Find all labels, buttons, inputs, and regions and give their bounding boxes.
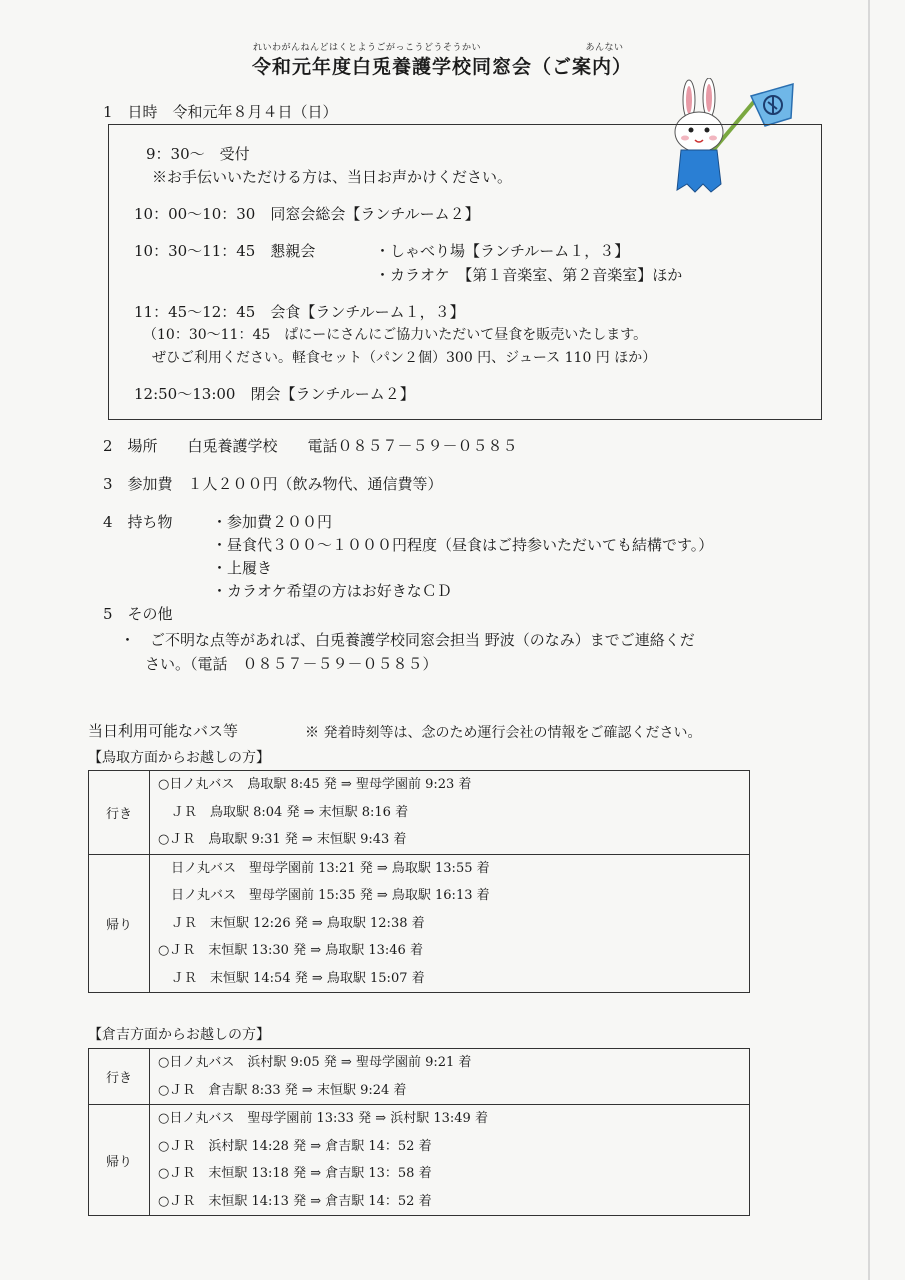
page-title: 令和元年度白兎養護学校同窓会（ご案内） xyxy=(252,56,633,78)
route-line: ○日ノ丸バス 鳥取駅 8:45 発 ⇒ 聖母学園前 9:23 着 xyxy=(158,777,472,792)
section4-item: ・カラオケ希望の方はお好きなＣＤ xyxy=(212,582,452,600)
route-line: ○ＪＲ 末恒駅 13:30 発 ⇒ 鳥取駅 13:46 着 xyxy=(158,943,423,958)
schedule-social: 10：30〜11：45 懇親会 xyxy=(134,242,316,260)
page-edge xyxy=(868,0,870,1280)
schedule-reception-note: ※お手伝いいただける方は、当日お声かけください。 xyxy=(152,168,513,186)
section5-contact: さい。（電話 ０８５７－５９－０５８５） xyxy=(145,655,438,673)
bus-note: ※ 発着時刻等は、念のため運行会社の情報をご確認ください。 xyxy=(305,725,702,741)
route-line: ＪＲ 鳥取駅 8:04 発 ⇒ 末恒駅 8:16 着 xyxy=(158,804,409,820)
route-line: ○日ノ丸バス 聖母学園前 13:33 発 ⇒ 浜村駅 13:49 着 xyxy=(158,1111,488,1126)
schedule-lunch-note: ぜひご利用ください。軽食セット（パン２個）300 円、ジュース 110 円 ほか） xyxy=(152,350,657,366)
tottori-bus-table xyxy=(88,770,750,993)
return-label: 帰り xyxy=(89,1105,150,1216)
section3-fee: 3 参加費 １人２００円（飲み物代、通信費等） xyxy=(103,475,443,493)
section5-label: 5 その他 xyxy=(103,605,173,623)
route-line: 日ノ丸バス 聖母学園前 13:21 発 ⇒ 鳥取駅 13:55 着 xyxy=(158,860,490,876)
section5-contact: ・ ご不明な点等があれば、白兎養護学校同窓会担当 野波（のなみ）までご連絡くだ xyxy=(120,631,695,649)
schedule-lunch: 11：45〜12：45 会食【ランチルーム１，３】 xyxy=(134,303,465,321)
route-line: ○ＪＲ 末恒駅 14:13 発 ⇒ 倉吉駅 14：52 着 xyxy=(158,1193,432,1209)
outbound-label: 行き xyxy=(89,1049,150,1105)
route-line: ○ＪＲ 鳥取駅 9:31 発 ⇒ 末恒駅 9:43 着 xyxy=(158,832,407,847)
route-line: ○ＪＲ 末恒駅 13:18 発 ⇒ 倉吉駅 13：58 着 xyxy=(158,1166,432,1181)
section2-place: 2 場所 白兎養護学校 電話０８５７－５９－０５８５ xyxy=(103,437,518,455)
tottori-heading: 【鳥取方面からお越しの方】 xyxy=(88,750,270,766)
title-furigana: れいわがんねんどはくとようごがっこうどうそうかい あんない xyxy=(253,43,624,53)
route-line: ＪＲ 末恒駅 14:54 発 ⇒ 鳥取駅 15:07 着 xyxy=(158,970,425,986)
outbound-label: 行き xyxy=(89,771,150,855)
schedule-closing: 12:50〜13:00 閉会【ランチルーム２】 xyxy=(134,385,415,403)
route-line: ＪＲ 末恒駅 12:26 発 ⇒ 鳥取駅 12:38 着 xyxy=(158,915,425,931)
kurayoshi-bus-table xyxy=(88,1048,750,1216)
schedule-social-item: ・カラオケ 【第１音楽室、第２音楽室】ほか xyxy=(375,266,683,284)
schedule-social-item: ・しゃべり場【ランチルーム１，３】 xyxy=(375,242,630,260)
schedule-lunch-note: （10：30〜11：45 ぱにーにさんにご協力いただいて昼食を販売いたします。 xyxy=(143,327,648,343)
bus-heading: 当日利用可能なバス等 xyxy=(88,722,239,740)
route-line: ○ＪＲ 浜村駅 14:28 発 ⇒ 倉吉駅 14：52 着 xyxy=(158,1138,432,1154)
route-line: 日ノ丸バス 聖母学園前 15:35 発 ⇒ 鳥取駅 16:13 着 xyxy=(158,888,490,903)
section4-item: ・参加費２００円 xyxy=(212,513,333,531)
schedule-reception: 9：30〜 受付 xyxy=(146,145,250,163)
route-line: ○ＪＲ 倉吉駅 8:33 発 ⇒ 末恒駅 9:24 着 xyxy=(158,1082,407,1098)
section1-datetime: 1 日時 令和元年８月４日（日） xyxy=(103,103,338,121)
section4-label: 4 持ち物 xyxy=(103,513,173,531)
return-label: 帰り xyxy=(89,854,150,993)
schedule-general-meeting: 10：00〜10：30 同窓会総会【ランチルーム２】 xyxy=(134,205,480,223)
section4-item: ・昼食代３００〜１０００円程度（昼食はご持参いただいても結構です。） xyxy=(212,536,714,554)
route-line: ○日ノ丸バス 浜村駅 9:05 発 ⇒ 聖母学園前 9:21 着 xyxy=(158,1055,472,1070)
section4-item: ・上履き xyxy=(212,559,273,577)
kurayoshi-heading: 【倉吉方面からお越しの方】 xyxy=(88,1027,270,1043)
